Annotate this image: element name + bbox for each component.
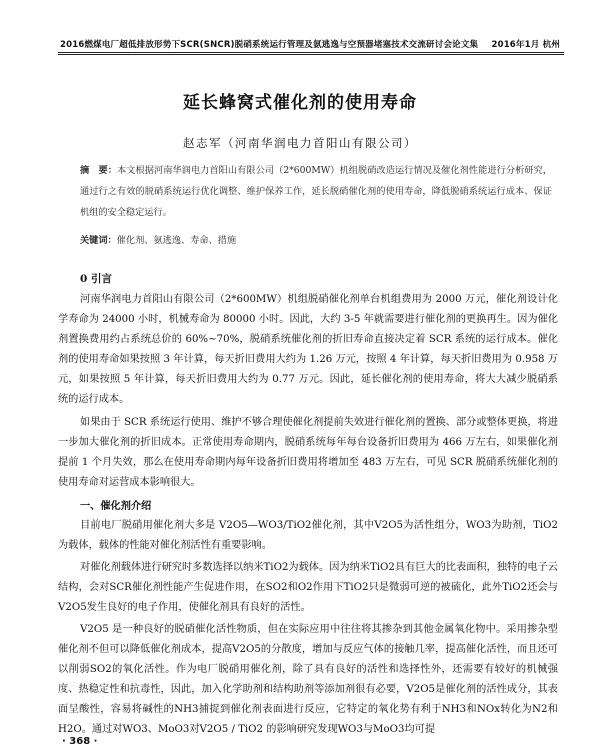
intro-p2: 如果由于 SCR 系统运行使用、维护不够合理使催化剂提前失效进行催化剂的置换、部分或整体更换，将进一步加大催化剂的折旧成本。正常使用寿命期内，脱硝系统每年每台设备折旧费用为 466 万左右，如果催化剂提前 1 个月失效，那么在使用寿命期内每年设备折旧费用将增加至 483 万左右，可见 SCR 脱硝系统催化剂的使用寿命对运营成本影响很大。 (58, 417, 558, 488)
intro-heading: 0 引言 (80, 273, 112, 285)
header-date: 2016年1月 杭州 (491, 40, 560, 50)
paper-title: 延长蜂窝式催化剂的使用寿命 (183, 93, 417, 113)
running-header (60, 38, 560, 50)
keywords (80, 231, 552, 251)
section1-paragraph-2 (58, 558, 558, 618)
section1-p1: 目前电厂脱硝用催化剂大多是 V2O5—WO3/TiO2催化剂，其中V2O5为活性组分，WO3为助剂，TiO2为载体，载体的性能对催化剂活性有重要影响。 (58, 520, 558, 551)
intro-paragraph-2 (58, 413, 558, 493)
keywords-label: 关键词： (80, 235, 117, 246)
header-conference: 2016燃煤电厂超低排放形势下SCR(SNCR)脱硝系统运行管理及氨逃逸与空预器堵塞技术交流研讨会论文集 (60, 40, 479, 50)
section1-heading: 一、催化剂介绍 (80, 500, 152, 512)
section1-paragraph-3 (58, 620, 558, 740)
intro-p1: 河南华润电力首阳山有限公司（2*600MW）机组脱硝催化剂单台机组费用为 2000 万元，催化剂设计化学寿命为 24000 小时，机械寿命为 80000 小时。因此，大约 3-5 年就需要进行催化剂的更换再生。因为催化剂置换费用约占系统总价的 60%~70%，脱硝系统催化剂的折旧寿命直接决定着 SCR 系统的运行成本。催化剂的使用寿命如果按照 3 年计算，每天折旧费用大约为 1.26 万元，按照 4 年计算，每天折旧费用为 0.958 万元，如果按照 5 年计算，每天折旧费用大约为 0.77 万元。因此，延长催化剂的使用寿命，将大大减少脱硝系统的运行成本。 (58, 294, 558, 405)
section1-p3: V2O5 是一种良好的脱硝催化活性物质，但在实际应用中往往将其掺杂到其他金属氧化物中。采用掺杂型催化剂不但可以降低催化剂成本，提高V2O5的分散度，增加与反应气体的接触几率，提高催化活性，而且还可以削弱SO2的氧化活性。作为电厂脱硝用催化剂，除了具有良好的活性和选择性外，还需要有较好的机械强度、热稳定性和抗毒性，因此，加入化学助剂和结构助剂等添加剂很有必要，V2O5是催化剂的活性成分，其表面呈酸性，容易将碱性的NH3捕捉到催化剂表面进行反应，它特定的氧化势有利于NH3和NOx转化为N2和H2O。通过对WO3、MoO3对V2O5 / TiO2 的影响研究发现WO3与MoO3均可提 (58, 624, 558, 735)
abstract-label: 摘 要： (80, 165, 117, 176)
abstract (80, 160, 552, 223)
intro-paragraph-1 (58, 290, 558, 410)
page-number: · 368 · (62, 736, 98, 747)
keywords-text: 催化剂、氨逃逸、寿命、措施 (116, 235, 237, 246)
header-rule-2 (58, 54, 564, 55)
section1-paragraph-1 (58, 516, 558, 556)
abstract-text: 本文根据河南华润电力首阳山有限公司（2*600MW）机组脱硝改造运行情况及催化剂性能进行分析研究，通过行之有效的脱硝系统运行优化调整、维护保养工作，延长脱硝催化剂的使用寿命，降低脱硝系统运行成本、保证机组的安全稳定运行。 (80, 165, 553, 218)
section1-p2: 对催化剂载体进行研究时多数选择以纳米TiO2为载体。因为纳米TiO2具有巨大的比表面积，独特的电子云结构，会对SCR催化剂性能产生促进作用，在SO2和O2作用下TiO2只是微弱可逆的被硫化，此外TiO2还会与V2O5发生良好的电子作用，使催化剂具有良好的活性。 (58, 562, 558, 613)
header-rule (58, 52, 564, 53)
author-line: 赵志军（河南华润电力首阳山有限公司） (183, 136, 417, 150)
